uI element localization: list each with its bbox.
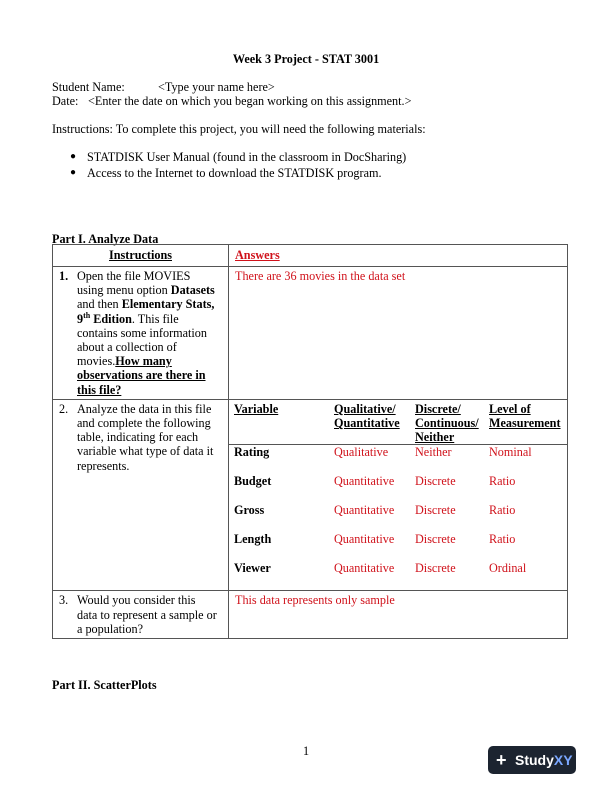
student-name-label: Student Name: — [52, 80, 125, 94]
bullet-icon: ● — [70, 167, 77, 178]
q3-cell: 3. Would you consider this data to represent a sample or a population? — [53, 591, 229, 639]
table-row: Gross Quantitative Discrete Ratio — [234, 503, 516, 518]
part2-heading: Part II. ScatterPlots — [52, 678, 157, 692]
table-row: Length Quantitative Discrete Ratio — [234, 532, 516, 547]
list-item: ● STATDISK User Manual (found in the classroom in DocSharing) — [70, 150, 407, 164]
page-number: 1 — [302, 744, 310, 758]
student-name-line — [52, 80, 275, 94]
plus-icon: + — [496, 750, 507, 770]
table-row: Budget Quantitative Discrete Ratio — [234, 474, 516, 489]
q1-question: How many observations are there in this file? — [77, 354, 206, 397]
table-row: Viewer Quantitative Discrete Ordinal — [234, 561, 527, 576]
header-instructions: Instructions — [53, 245, 229, 267]
q1-cell: 1. Open the file MOVIES using menu option Datasets and then Elementary Stats, 9th Edition. This file contains some information about a collection of movies.How many observations are there in this file? — [53, 267, 229, 400]
date-value[interactable]: <Enter the date on which you began working on this assignment.> — [88, 94, 412, 108]
studyxy-logo: + StudyXY — [488, 746, 576, 774]
col-variable: Variable — [234, 401, 279, 416]
student-name-value[interactable]: <Type your name here> — [158, 80, 275, 94]
materials-list — [52, 150, 406, 182]
q1-answer[interactable]: There are 36 movies in the data set — [229, 267, 568, 400]
q2-answer — [229, 399, 568, 591]
document-title: Week 3 Project - STAT 3001 — [232, 52, 380, 66]
part1-heading: Part I. Analyze Data — [52, 232, 159, 246]
variable-type-table — [229, 402, 567, 591]
instructions-text: Instructions: To complete this project, you will need the following materials: — [52, 122, 426, 136]
q2-cell: 2. Analyze the data in this file and complete the following table, indicating for each variable what type of data it represents. — [53, 399, 229, 591]
col-qual-quant: Qualitative/ Quantitative — [334, 401, 400, 431]
table-row: Rating Qualitative Neither Nominal — [229, 445, 567, 475]
col-level: Level of Measurement — [489, 401, 561, 431]
col-discrete-continuous: Discrete/ Continuous/ Neither — [415, 401, 479, 445]
analysis-table — [52, 244, 568, 639]
list-item: ● Access to the Internet to download the STATDISK program. — [70, 166, 382, 180]
date-line — [52, 94, 411, 108]
q3-answer[interactable]: This data represents only sample — [229, 591, 568, 639]
header-answers: Answers — [229, 245, 568, 267]
bullet-icon: ● — [70, 151, 77, 162]
date-label: Date: — [52, 94, 79, 108]
